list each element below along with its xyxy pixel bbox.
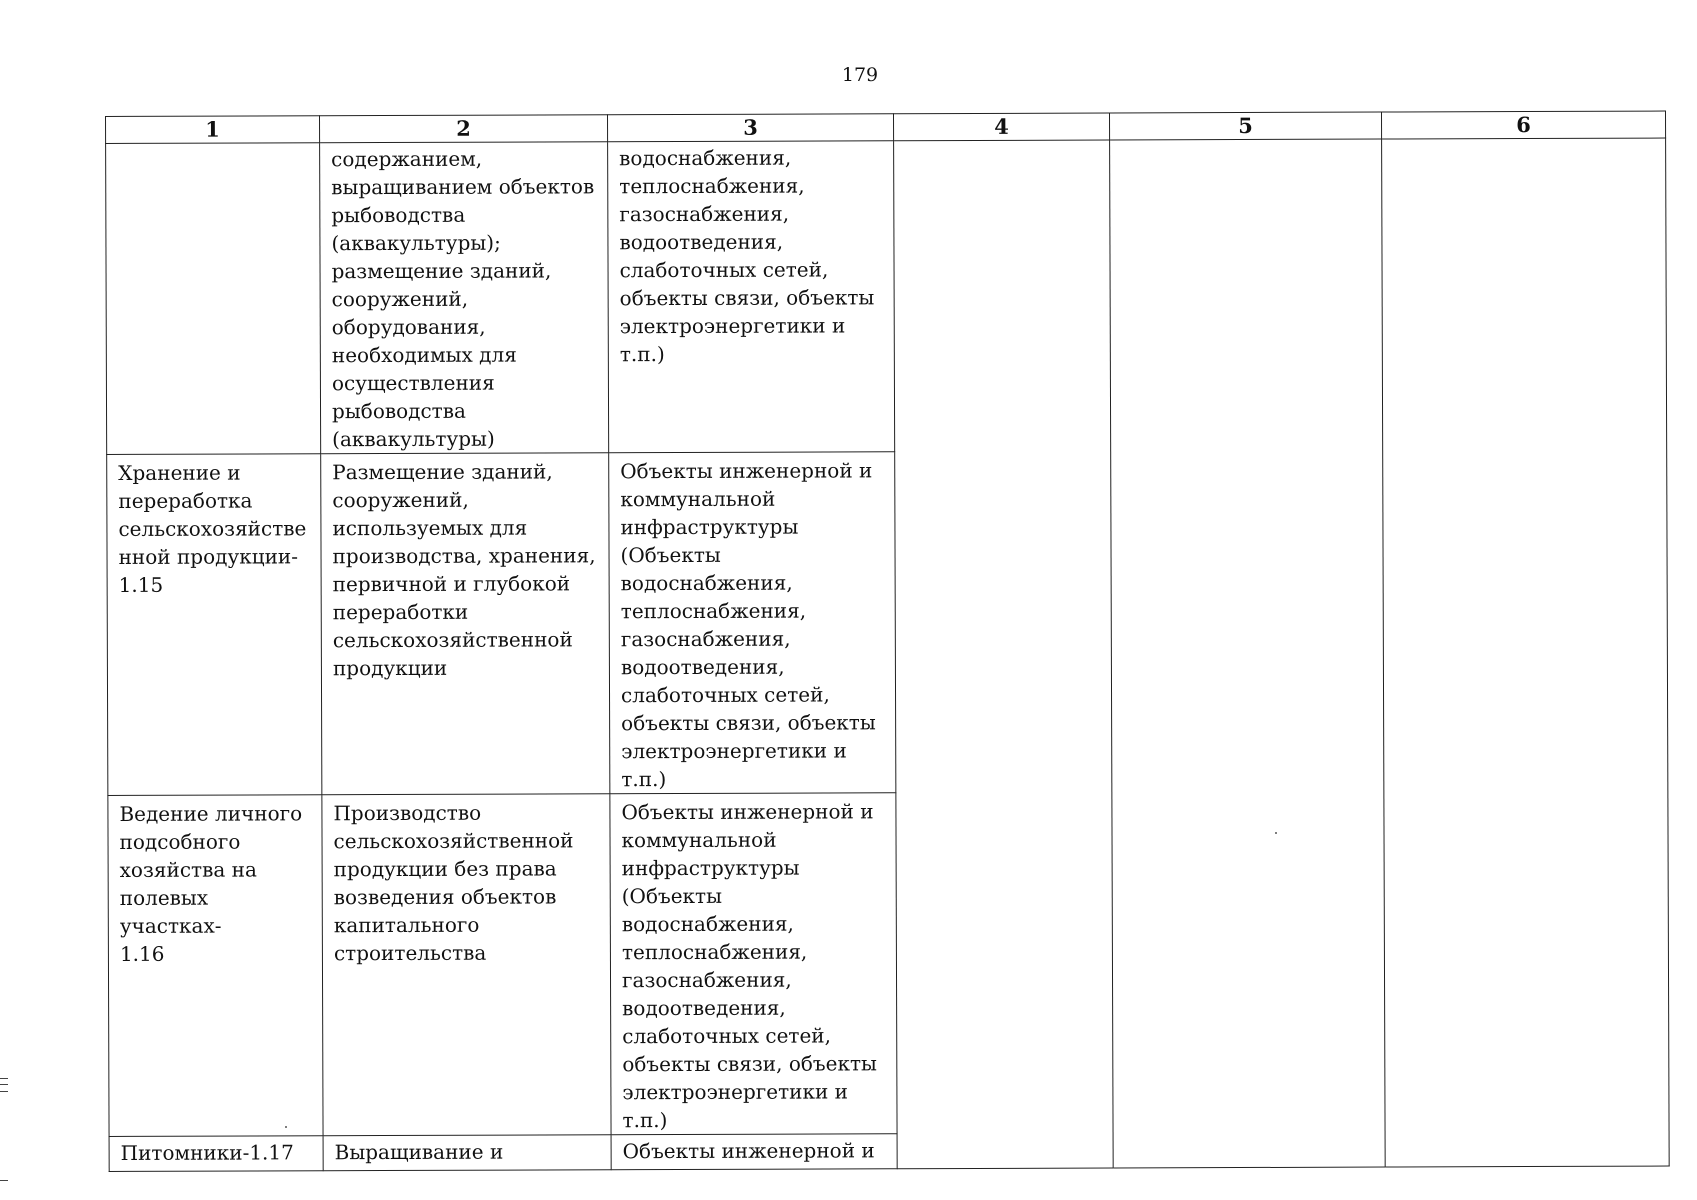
cell-text: Хранение и переработка сельскохозяйстве нной продукции- 1.15 [118,460,307,597]
scan-margin-dash [0,1180,8,1181]
table-cell [322,794,611,1136]
page-number: 179 [841,64,879,86]
cell-text: Объекты инженерной и [622,1138,875,1164]
table-cell [108,795,323,1137]
table-row [106,138,1667,454]
cell-text: Ведение личного подсобного хозяйства на полевых участках- 1.16 [119,801,303,966]
table-cell [323,1135,611,1171]
cell-text [117,145,310,146]
table-cell [109,1136,323,1172]
empty-cell-col5 [1110,139,1386,1168]
table-cell [609,452,896,794]
column-header-6: 6 [1381,111,1665,139]
table-cell [107,454,322,796]
cell-text: Объекты инженерной и коммунальной инфраструктуры (Объекты водоснабжения, теплоснабжения, газоснабжения, водоотведения, слаботочных сетей, объекты связи, объекты электроэнергетики и т.п.) [620,458,876,792]
document-table [105,111,1670,1172]
scan-speck [285,1126,287,1128]
empty-cell-col4 [894,140,1114,1169]
column-header-1: 1 [106,116,320,144]
cell-text: Выращивание и [334,1139,504,1165]
table-cell [608,141,895,453]
cell-text: Производство сельскохозяйственной продукции без права возведения объектов капитального строительства [333,800,574,966]
column-header-2: 2 [320,115,608,143]
table-cell [320,142,609,454]
table-cell [610,793,897,1135]
column-header-3: 3 [607,114,893,142]
column-header-5: 5 [1109,112,1381,140]
cell-text: водоснабжения, теплоснабжения, газоснабжения, водоотведения, слаботочных сетей, объекты связи, объекты электроэнергетики и т.п.) [619,145,875,367]
cell-text: Размещение зданий, сооружений, используемых для производства, хранения, первичной и глубокой переработки сельскохозяйственной продукции [332,459,596,681]
empty-cell-col6 [1382,138,1670,1167]
cell-text: Питомники-1.17 [120,1140,294,1165]
scan-margin-mark [0,1078,8,1092]
cell-text: Объекты инженерной и коммунальной инфраструктуры (Объекты водоснабжения, теплоснабжения, газоснабжения, водоотведения, слаботочных сетей, объекты связи, объекты электроэнергетики и т.п.) [621,799,877,1133]
table-cell [106,143,321,455]
column-header-4: 4 [893,113,1109,141]
scan-speck [1275,832,1277,834]
cell-text: содержанием, выращиванием объектов рыбоводства (аквакультуры); размещение зданий, сооружений, оборудования, необходимых для осуществления рыбоводства (аквакультуры) [331,146,595,452]
table-cell [321,453,610,795]
table-cell [611,1134,897,1170]
